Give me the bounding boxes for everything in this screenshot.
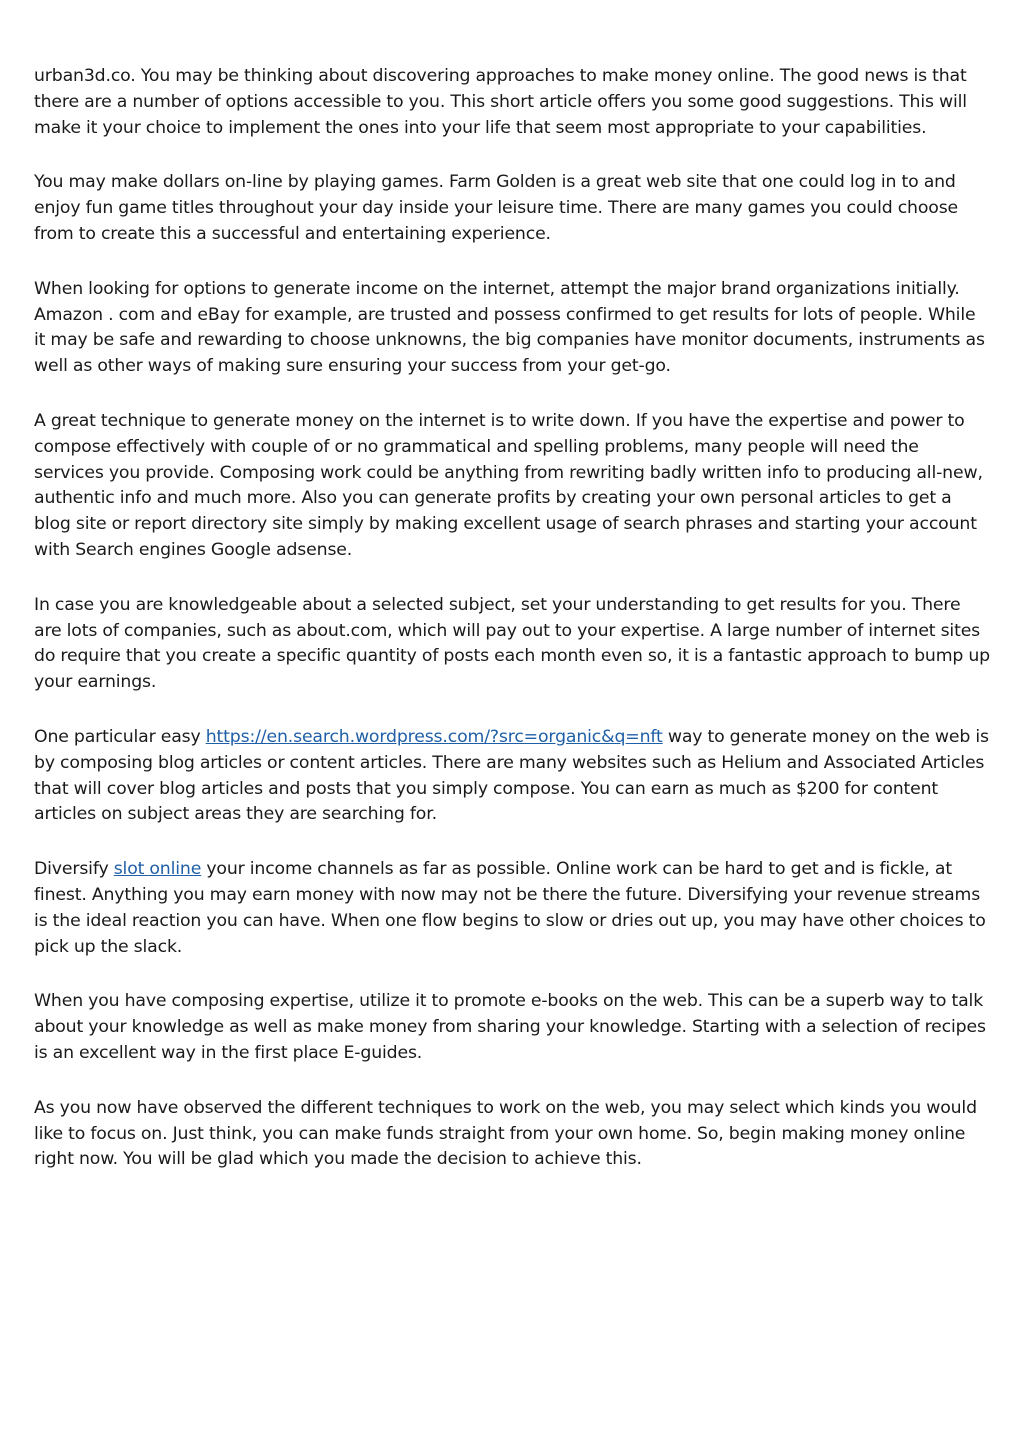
slot-online-link[interactable]: slot online [113, 859, 202, 880]
paragraph-blog-articles [34, 725, 990, 828]
paragraph-text-after-link: your income channels as far as possible. Online work can be hard to get and is fickle, at finest. Anything you may earn money with now may not be there the future. Diversifying your revenue streams is the ideal reaction you can have. When one flow begins to slow or dries out up, you may have other choices to pick up the slack. [34, 859, 986, 957]
paragraph-text-before-link: One particular easy [34, 726, 206, 747]
paragraph-conclusion: As you now have observed the different techniques to work on the web, you may select which kinds you would like to focus on. Just think, you can make funds straight from your own home. So, begin making money online right now. You will be glad which you made the decision to achieve this. [34, 1097, 977, 1170]
paragraph-ebooks: When you have composing expertise, utilize it to promote e-books on the web. This can be a superb way to talk about your knowledge as well as make money from sharing your knowledge. Starting with a selection of recipes is an excellent way in the first place E-guides. [34, 991, 986, 1063]
paragraph-intro: urban3d.co. You may be thinking about discovering approaches to make money online. The good news is that there are a number of options accessible to you. This short article offers you some good suggestions. This will make it your choice to implement the ones into your life that seem most appropriate to your capabilities. [34, 66, 967, 138]
paragraph-diversify [34, 857, 990, 960]
paragraph-games: You may make dollars on-line by playing games. Farm Golden is a great web site that one could log in to and enjoy fun game titles throughout your day inside your leisure time. There are many games you could choose from to create this a successful and entertaining experience. [34, 172, 959, 244]
article-body [34, 64, 990, 1202]
paragraph-brand-organizations: When looking for options to generate income on the internet, attempt the major brand organizations initially. Amazon . com and eBay for example, are trusted and possess confirmed to get results for lots of people. While it may be safe and rewarding to choose unknowns, the big companies have monitor documents, instruments as well as other ways of making sure ensuring your success from your get-go. [34, 278, 985, 377]
paragraph-text-after-link: way to generate money on the web is by composing blog articles or content articles. There are many websites such as Helium and Associated Articles that will cover blog articles and posts that you simply compose. You can earn as much as $200 for content articles on subject areas they are searching for. [34, 726, 989, 825]
paragraph-text-before-link: Diversify [34, 859, 114, 880]
wordpress-search-link[interactable]: https://en.search.wordpress.com/?src=organic&q=nft [205, 726, 663, 747]
paragraph-knowledge: In case you are knowledgeable about a selected subject, set your understanding to get results for you. There are lots of companies, such as about.com, which will pay out to your expertise. A large number of internet sites do require that you create a specific quantity of posts each month even so, it is a fantastic approach to bump up your earnings. [34, 594, 990, 693]
paragraph-writing: A great technique to generate money on the internet is to write down. If you have the expertise and power to compose effectively with couple of or no grammatical and spelling problems, many people will need the services you provide. Composing work could be anything from rewriting badly written info to producing all-new, authentic info and much more. Also you can generate profits by creating your own personal articles to get a blog site or report directory site simply by making excellent usage of search phrases and starting your account with Search engines Google adsense. [34, 410, 983, 560]
